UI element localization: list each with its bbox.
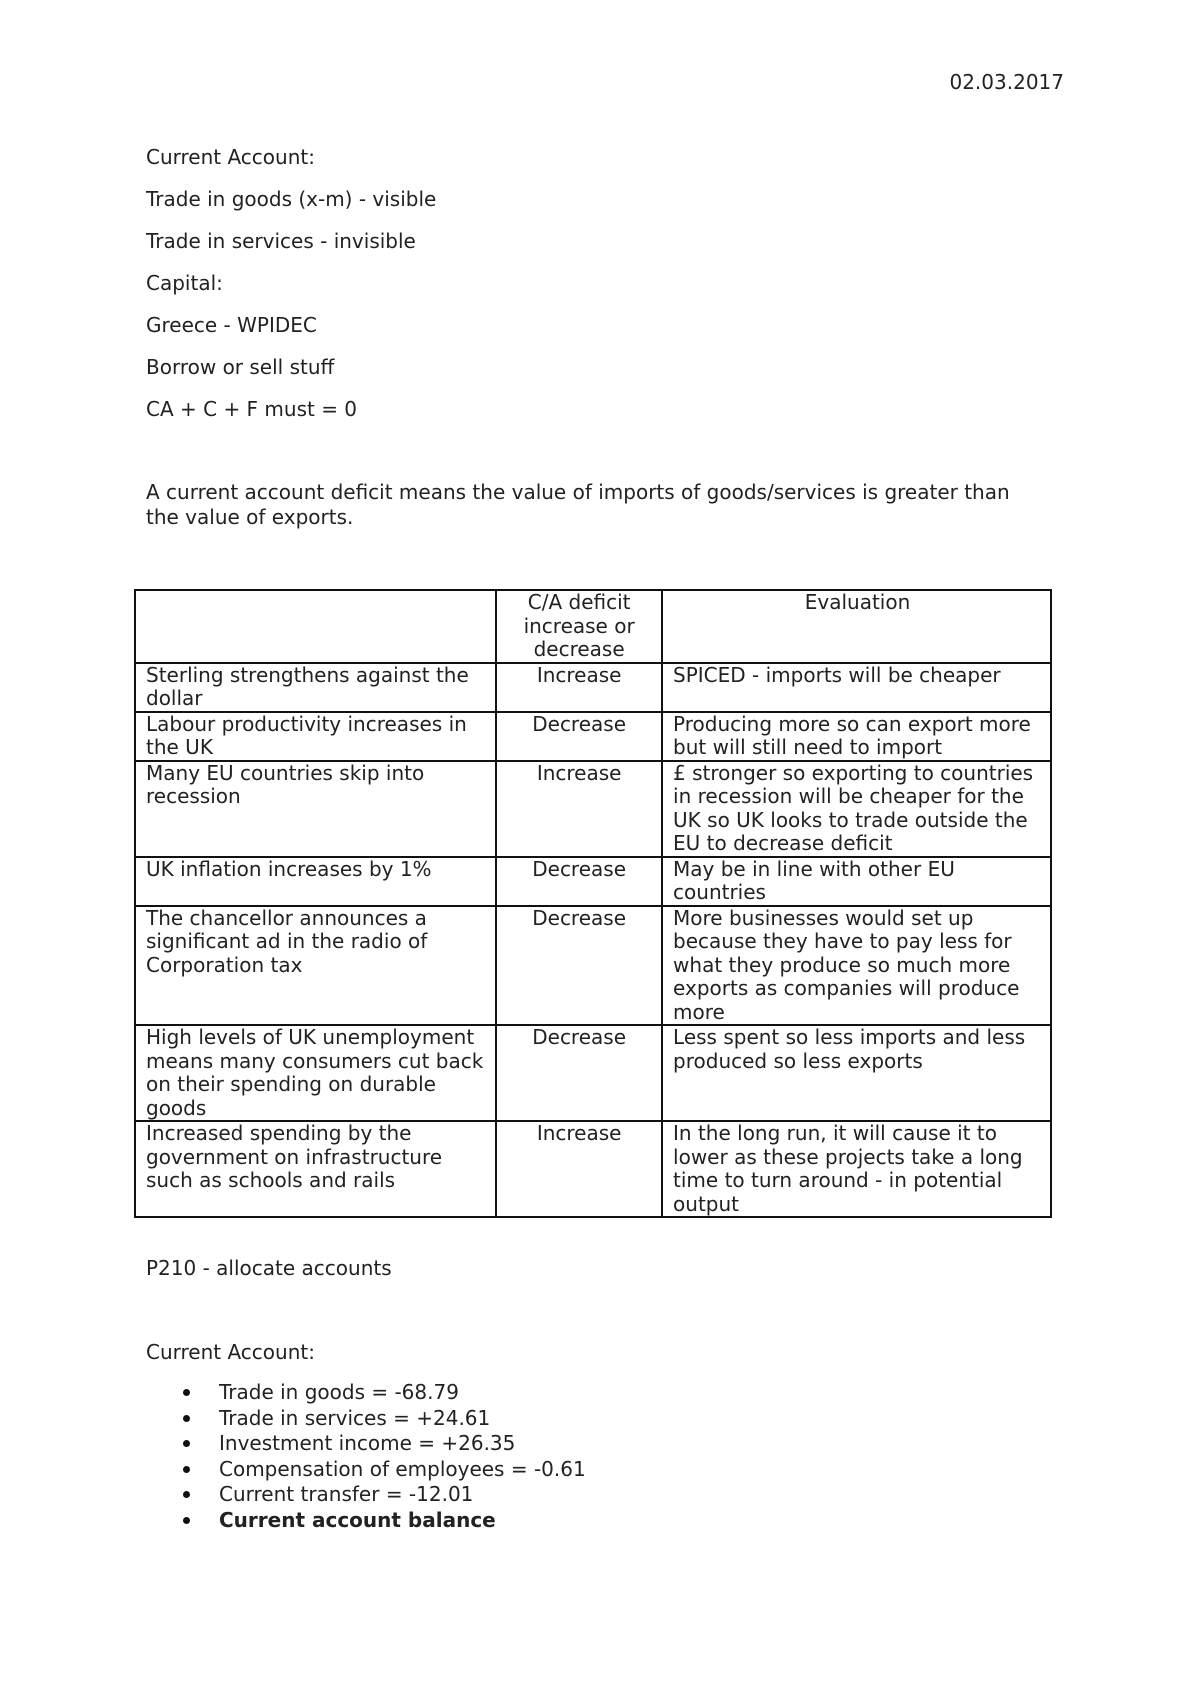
table-header-cell: Evaluation xyxy=(662,590,1051,663)
list-item xyxy=(146,1431,586,1457)
table-row xyxy=(135,1025,1051,1121)
table-cell-scenario: Labour productivity increases in the UK xyxy=(135,712,496,761)
heading-capital: Capital: xyxy=(146,271,223,295)
table-cell-scenario: Sterling strengthens against the dollar xyxy=(135,663,496,712)
table-header-row xyxy=(135,590,1051,663)
p210-note: P210 - allocate accounts xyxy=(146,1256,392,1280)
table-cell-scenario: Many EU countries skip into recession xyxy=(135,761,496,857)
table-cell-evaluation: In the long run, it will cause it to lower as these projects take a long time to turn around - in potential output xyxy=(662,1121,1051,1217)
note-borrow: Borrow or sell stuff xyxy=(146,355,335,379)
note-equation: CA + C + F must = 0 xyxy=(146,397,358,421)
heading-current-account: Current Account: xyxy=(146,145,315,169)
bullet-icon xyxy=(183,1491,190,1498)
table-row xyxy=(135,663,1051,712)
table-cell-evaluation: £ stronger so exporting to countries in recession will be cheaper for the UK so UK looks to trade outside the EU to decrease deficit xyxy=(662,761,1051,857)
table-cell-evaluation: SPICED - imports will be cheaper xyxy=(662,663,1051,712)
table-row xyxy=(135,1121,1051,1217)
list-item-text: Trade in goods = -68.79 xyxy=(219,1380,459,1404)
list-item-text: Trade in services = +24.61 xyxy=(219,1405,491,1430)
date: 02.03.2017 xyxy=(949,70,1064,94)
note-trade-goods: Trade in goods (x-m) - visible xyxy=(146,187,437,211)
table-row xyxy=(135,906,1051,1026)
list-item xyxy=(146,1508,586,1534)
table-header-cell: C/A deficit increase or decrease xyxy=(496,590,662,663)
list-item-text: Current transfer = -12.01 xyxy=(219,1482,474,1506)
table-row xyxy=(135,761,1051,857)
note-greece: Greece - WPIDEC xyxy=(146,313,317,337)
table-header-cell xyxy=(135,590,496,663)
bullet-icon xyxy=(183,1466,190,1473)
heading-current-account-2: Current Account: xyxy=(146,1340,315,1364)
table-cell-scenario: UK inflation increases by 1% xyxy=(135,857,496,906)
list-item-text: Investment income = +26.35 xyxy=(219,1431,516,1455)
bullet-icon xyxy=(183,1415,190,1422)
list-item xyxy=(146,1406,586,1432)
list-item-text: Compensation of employees = -0.61 xyxy=(219,1456,586,1481)
deficit-table xyxy=(134,589,1052,1218)
table-cell-effect: Decrease xyxy=(496,712,662,761)
table-cell-effect: Decrease xyxy=(496,1025,662,1121)
table-cell-effect: Increase xyxy=(496,663,662,712)
list-item xyxy=(146,1482,586,1508)
table-cell-effect: Increase xyxy=(496,1121,662,1217)
list-item xyxy=(146,1380,586,1406)
table-cell-evaluation: Producing more so can export more but will still need to import xyxy=(662,712,1051,761)
table-row xyxy=(135,857,1051,906)
table-cell-scenario: High levels of UK unemployment means many consumers cut back on their spending on durable goods xyxy=(135,1025,496,1121)
bullet-icon xyxy=(183,1517,190,1524)
current-account-list xyxy=(146,1380,586,1533)
note-trade-services: Trade in services - invisible xyxy=(146,229,416,253)
table-cell-evaluation: More businesses would set up because they have to pay less for what they produce so much more exports as companies will produce more xyxy=(662,906,1051,1026)
table-cell-effect: Increase xyxy=(496,761,662,857)
table-cell-evaluation: Less spent so less imports and less produced so less exports xyxy=(662,1025,1051,1121)
bullet-icon xyxy=(183,1440,190,1447)
table-row xyxy=(135,712,1051,761)
list-item xyxy=(146,1457,586,1483)
table-cell-scenario: Increased spending by the government on infrastructure such as schools and rails xyxy=(135,1121,496,1217)
table-cell-effect: Decrease xyxy=(496,857,662,906)
table-cell-effect: Decrease xyxy=(496,906,662,1026)
table-cell-scenario: The chancellor announces a significant ad in the radio of Corporation tax xyxy=(135,906,496,1026)
list-item-text: Current account balance xyxy=(219,1507,496,1532)
definition-paragraph: A current account deficit means the value of imports of goods/services is greater than the value of exports. xyxy=(146,480,1010,529)
bullet-icon xyxy=(183,1389,190,1396)
table-cell-evaluation: May be in line with other EU countries xyxy=(662,857,1051,906)
